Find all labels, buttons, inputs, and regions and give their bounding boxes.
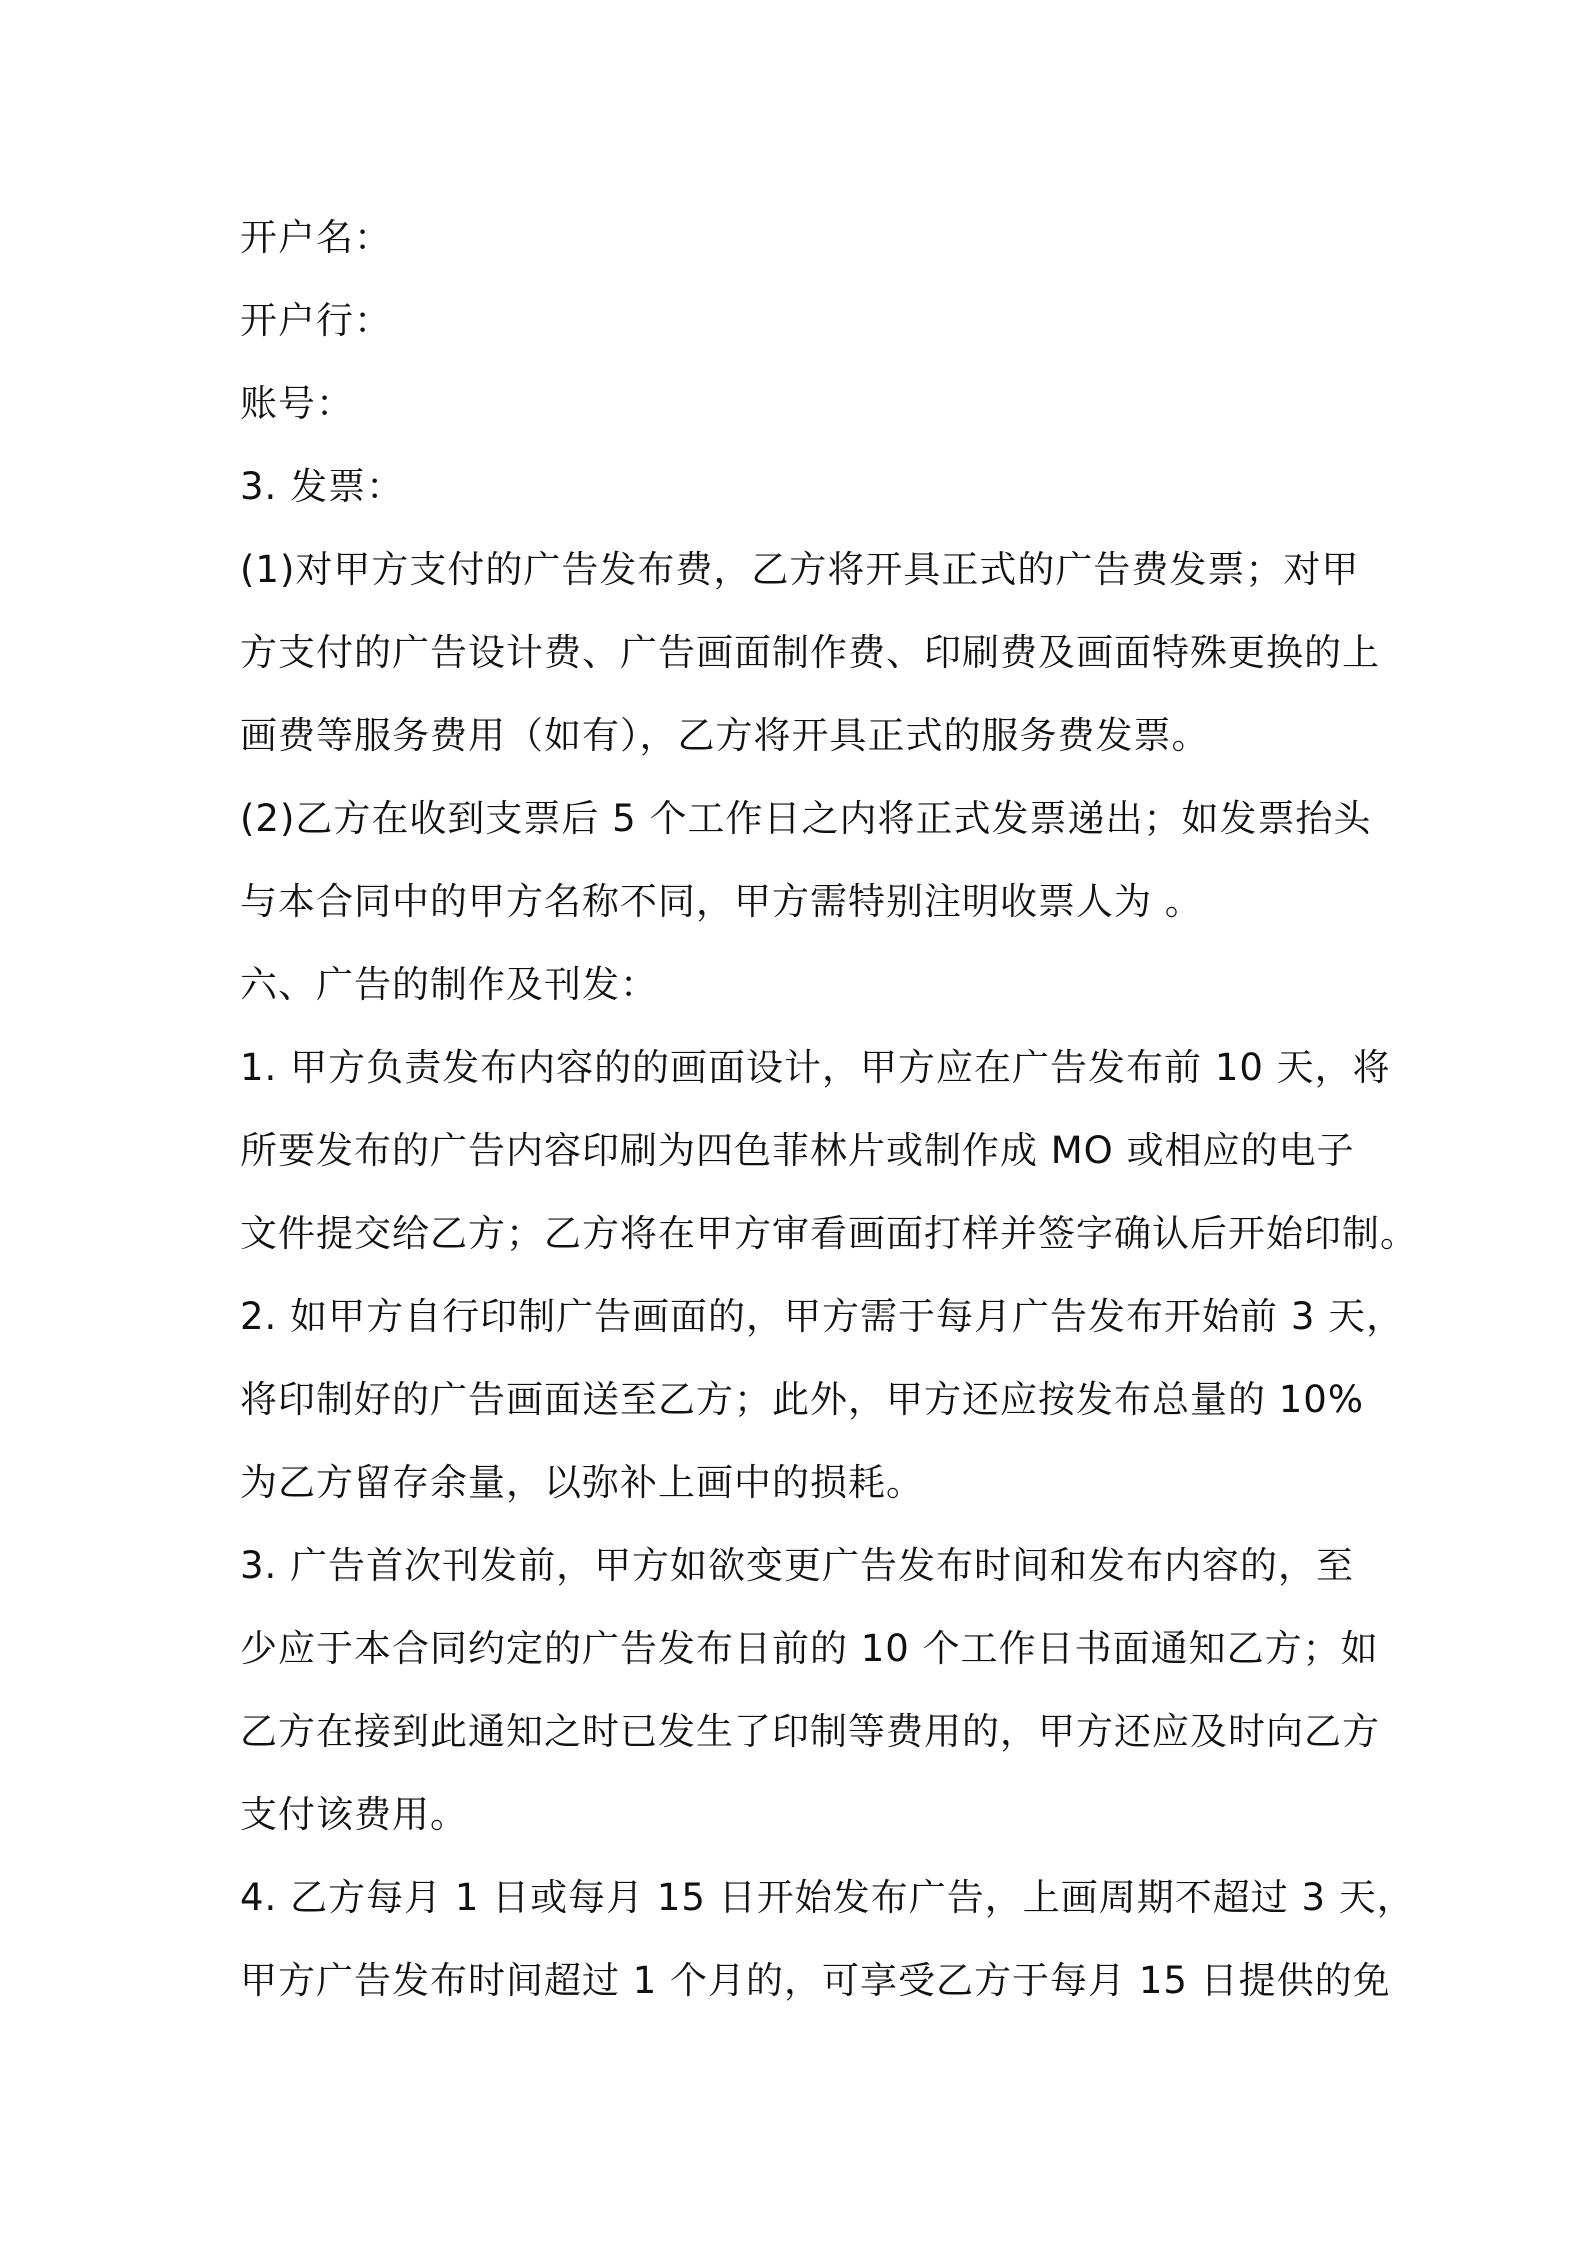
text-line: 方支付的广告设计费、广告画面制作费、印刷费及画面特殊更换的上	[240, 631, 1380, 674]
text-line: (1)对甲方支付的广告发布费，乙方将开具正式的广告费发票；对甲	[240, 548, 1360, 591]
text-line: 少应于本合同约定的广告发布日前的 10 个工作日书面通知乙方；如	[240, 1627, 1379, 1670]
text-line: 所要发布的广告内容印刷为四色菲林片或制作成 MO 或相应的电子	[240, 1129, 1355, 1172]
text-line-bank: 开户行：	[240, 299, 392, 342]
text-line: 与本合同中的甲方名称不同，甲方需特别注明收票人为 。	[240, 880, 1203, 923]
text-line: (2)乙方在收到支票后 5 个工作日之内将正式发票递出；如发票抬头	[240, 797, 1372, 840]
text-line: 甲方广告发布时间超过 1 个月的，可享受乙方于每月 15 日提供的免	[240, 1959, 1391, 2002]
text-line-invoice-heading: 3. 发票：	[240, 465, 405, 508]
document-body	[240, 196, 1418, 2022]
text-line: 支付该费用。	[240, 1793, 468, 1836]
text-line: 为乙方留存余量，以弥补上画中的损耗。	[240, 1461, 924, 1504]
text-line: 将印制好的广告画面送至乙方；此外，甲方还应按发布总量的 10%	[240, 1378, 1364, 1421]
text-line: 1. 甲方负责发布内容的的画面设计，甲方应在广告发布前 10 天，将	[240, 1046, 1391, 1089]
text-line: 4. 乙方每月 1 日或每月 15 日开始发布广告，上画周期不超过 3 天，	[240, 1876, 1415, 1919]
text-line-account-number: 账号：	[240, 382, 354, 425]
text-line: 文件提交给乙方；乙方将在甲方审看画面打样并签字确认后开始印制。	[240, 1212, 1418, 1255]
section-heading: 六、广告的制作及刊发：	[240, 963, 658, 1006]
text-line: 画费等服务费用（如有），乙方将开具正式的服务费发票。	[240, 714, 1210, 757]
text-line: 3. 广告首次刊发前，甲方如欲变更广告发布时间和发布内容的，至	[240, 1544, 1355, 1587]
text-line-account-name: 开户名：	[240, 216, 392, 259]
text-line: 2. 如甲方自行印制广告画面的，甲方需于每月广告发布开始前 3 天，	[240, 1295, 1405, 1338]
text-line: 乙方在接到此通知之时已发生了印制等费用的，甲方还应及时向乙方	[240, 1710, 1380, 1753]
